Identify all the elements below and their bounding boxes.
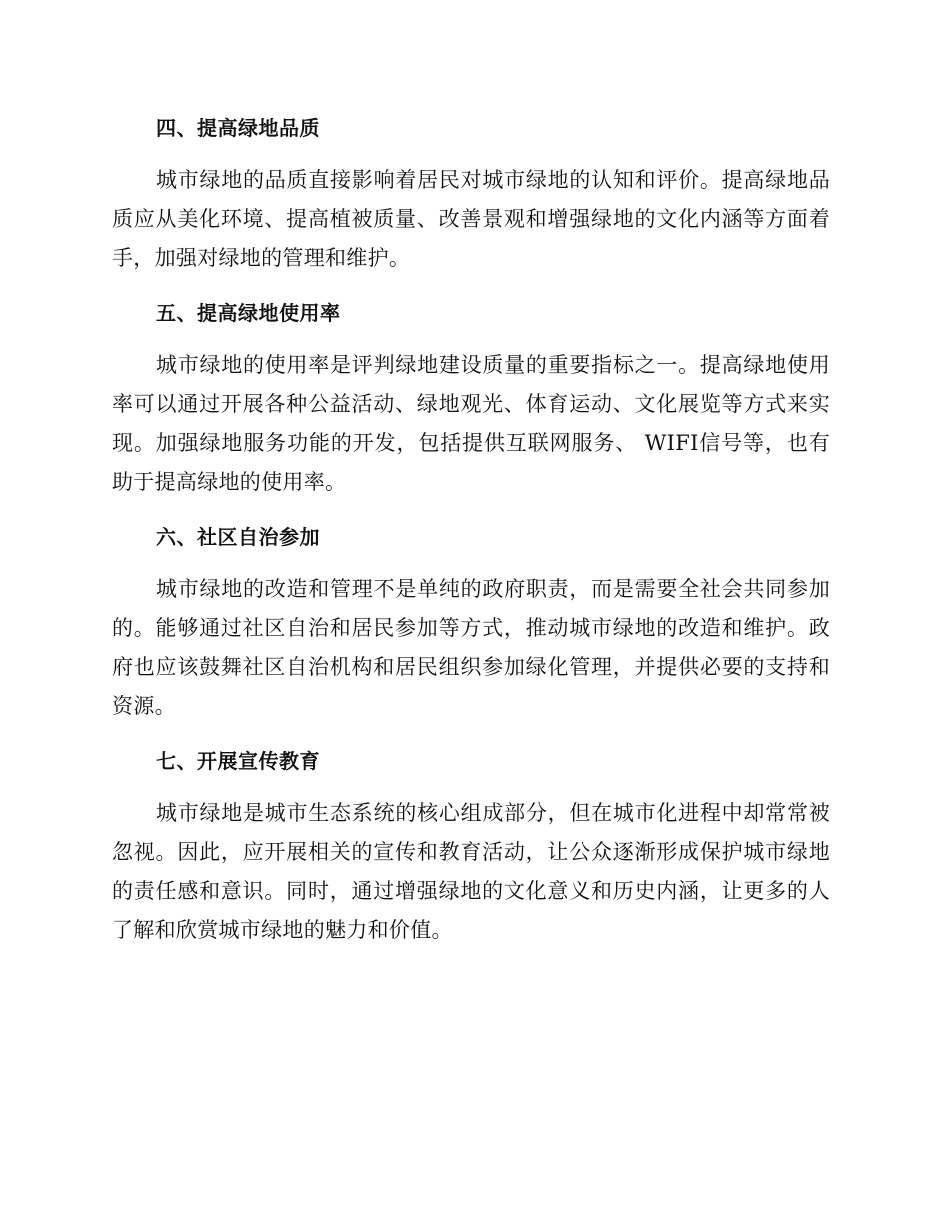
section-heading: 七、开展宣传教育 [156, 749, 320, 773]
section-paragraph: 城市绿地是城市生态系统的核心组成部分，但在城市化进程中却常常被忽视。因此，应开展相关的宣传和教育活动，让公众逐渐形成保护城市绿地的责任感和意识。同时，通过增强绿地的文化意义和历史内涵，让更多的人了解和欣赏城市绿地的魅力和价值。 [112, 801, 830, 942]
section-improve-usage [112, 292, 830, 502]
section-improve-quality [112, 107, 830, 278]
section-heading: 四、提高绿地品质 [156, 116, 320, 140]
section-heading: 六、社区自治参加 [156, 525, 320, 549]
section-publicity-education [112, 740, 830, 950]
section-paragraph: 城市绿地的品质直接影响着居民对城市绿地的认知和评价。提高绿地品质应从美化环境、提高植被质量、改善景观和增强绿地的文化内涵等方面着手，加强对绿地的管理和维护。 [112, 168, 830, 270]
section-community-participation [112, 516, 830, 726]
section-heading: 五、提高绿地使用率 [156, 301, 341, 325]
document-content [112, 107, 830, 964]
section-paragraph: 城市绿地的使用率是评判绿地建设质量的重要指标之一。提高绿地使用率可以通过开展各种公益活动、绿地观光、体育运动、文化展览等方式来实现。加强绿地服务功能的开发，包括提供互联网服务、 WIFI信号等，也有助于提高绿地的使用率。 [112, 353, 830, 494]
section-paragraph: 城市绿地的改造和管理不是单纯的政府职责，而是需要全社会共同参加的。能够通过社区自治和居民参加等方式，推动城市绿地的改造和维护。政府也应该鼓舞社区自治机构和居民组织参加绿化管理，并提供必要的支持和资源。 [112, 577, 830, 718]
